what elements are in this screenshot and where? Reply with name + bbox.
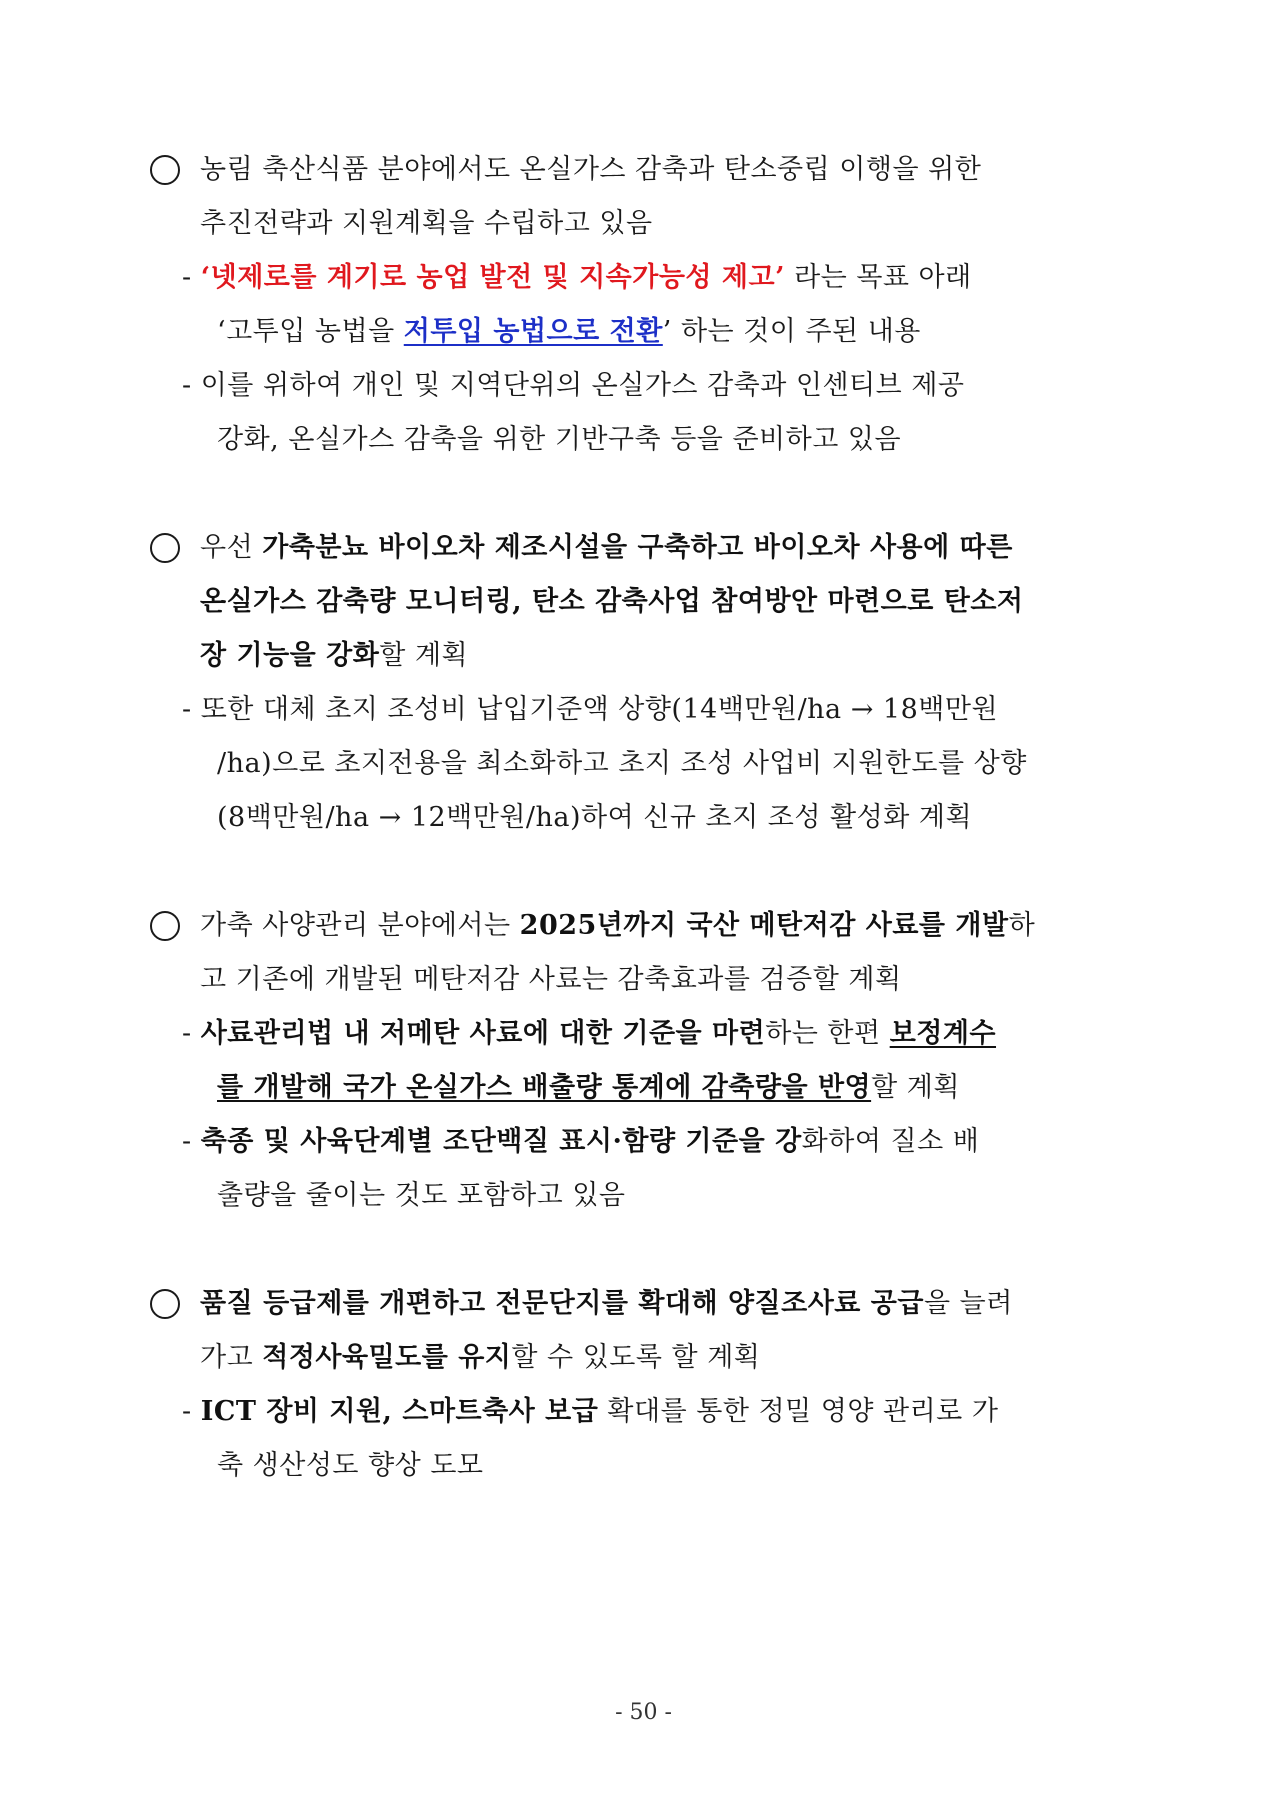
circle-bullet-icon bbox=[150, 911, 180, 941]
emphasized-text: 적정사육밀도를 유지 bbox=[262, 1342, 512, 1373]
text-run: ’ 하는 것이 주된 내용 bbox=[662, 316, 921, 347]
text-run: - bbox=[182, 1126, 201, 1157]
paragraph-line bbox=[200, 636, 468, 676]
circle-bullet-icon bbox=[150, 533, 180, 563]
text-run: 우선 bbox=[200, 532, 263, 563]
text-run: 축 생산성도 향상 도모 bbox=[217, 1450, 484, 1481]
sub-item-line bbox=[182, 366, 965, 406]
emphasized-text: 를 개발해 국가 온실가스 배출량 통계에 감축량을 반영 bbox=[217, 1072, 872, 1103]
emphasized-text: 사료관리법 내 저메탄 사료에 대한 기준을 마련 bbox=[200, 1018, 766, 1049]
text-run: 하 bbox=[1008, 910, 1036, 941]
text-run: 확대를 통한 정밀 영양 관리로 가 bbox=[598, 1396, 999, 1427]
text-run: 가축 사양관리 분야에서는 bbox=[200, 910, 520, 941]
text-run: 가고 bbox=[200, 1342, 263, 1373]
text-run: - bbox=[182, 1018, 201, 1049]
page-number: - 50 - bbox=[615, 1700, 672, 1725]
emphasized-text: 2025년까지 국산 메탄저감 사료를 개발 bbox=[519, 910, 1009, 941]
text-run: 할 계획 bbox=[871, 1072, 960, 1103]
text-run: 할 계획 bbox=[379, 640, 469, 671]
paragraph-line bbox=[200, 528, 1013, 568]
text-run: 하는 한편 bbox=[765, 1018, 890, 1049]
emphasized-text: 온실가스 감축량 모니터링, 탄소 감축사업 참여방안 마련으로 탄소저 bbox=[200, 586, 1024, 617]
paragraph-line bbox=[200, 960, 902, 1000]
text-run: 강화, 온실가스 감축을 위한 기반구축 등을 준비하고 있음 bbox=[217, 424, 902, 455]
emphasized-text: 장 기능을 강화 bbox=[200, 640, 380, 671]
text-run: /ha)으로 초지전용을 최소화하고 초지 조성 사업비 지원한도를 상향 bbox=[217, 748, 1027, 779]
text-run: ‘고투입 농법을 bbox=[217, 316, 404, 347]
sub-item-line bbox=[217, 420, 901, 460]
text-run: 화하여 질소 배 bbox=[801, 1126, 980, 1157]
emphasized-text: 보정계수 bbox=[889, 1018, 997, 1049]
paragraph-line bbox=[200, 150, 981, 190]
text-run: (8백만원/ha → 12백만원/ha)하여 신규 초지 조성 활성화 계획 bbox=[217, 802, 973, 833]
paragraph-line bbox=[200, 1284, 1013, 1324]
text-run: - bbox=[182, 262, 201, 293]
sub-item-line bbox=[217, 1068, 960, 1108]
sub-item-line bbox=[217, 312, 921, 352]
paragraph-line bbox=[200, 582, 1024, 622]
emphasized-text: 저투입 농법으로 전환 bbox=[403, 316, 663, 347]
text-run: 출량을 줄이는 것도 포함하고 있음 bbox=[217, 1180, 626, 1211]
emphasized-text: 축종 및 사육단계별 조단백질 표시·함량 기준을 강 bbox=[200, 1126, 802, 1157]
paragraph-line bbox=[200, 906, 1035, 946]
circle-bullet-icon bbox=[150, 1289, 180, 1319]
sub-item-line bbox=[182, 258, 972, 298]
text-run: 을 늘려 bbox=[923, 1288, 1013, 1319]
paragraph-line bbox=[200, 1338, 760, 1378]
sub-item-line bbox=[182, 690, 998, 730]
sub-item-line bbox=[217, 798, 972, 838]
emphasized-text: ‘넷제로를 계기로 농업 발전 및 지속가능성 제고’ bbox=[200, 262, 785, 293]
paragraph-line bbox=[200, 204, 653, 244]
emphasized-text: ICT 장비 지원, 스마트축사 보급 bbox=[200, 1396, 599, 1427]
text-run: 라는 목표 아래 bbox=[784, 262, 972, 293]
sub-item-line bbox=[182, 1122, 979, 1162]
sub-item-line bbox=[182, 1392, 998, 1432]
sub-item-line bbox=[182, 1014, 996, 1054]
text-run: 농림 축산식품 분야에서도 온실가스 감축과 탄소중립 이행을 위한 bbox=[200, 154, 982, 185]
text-run: - bbox=[182, 1396, 201, 1427]
circle-bullet-icon bbox=[150, 155, 180, 185]
sub-item-line bbox=[217, 1446, 484, 1486]
emphasized-text: 품질 등급제를 개편하고 전문단지를 확대해 양질조사료 공급 bbox=[200, 1288, 924, 1319]
text-run: 할 수 있도록 할 계획 bbox=[511, 1342, 761, 1373]
sub-item-line bbox=[217, 1176, 625, 1216]
sub-item-line bbox=[217, 744, 1027, 784]
emphasized-text: 가축분뇨 바이오차 제조시설을 구축하고 바이오차 사용에 따른 bbox=[262, 532, 1013, 563]
text-run: - 또한 대체 초지 조성비 납입기준액 상향(14백만원/ha → 18백만원 bbox=[182, 694, 999, 725]
text-run: 고 기존에 개발된 메탄저감 사료는 감축효과를 검증할 계획 bbox=[200, 964, 902, 995]
text-run: 추진전략과 지원계획을 수립하고 있음 bbox=[200, 208, 653, 239]
text-run: - 이를 위하여 개인 및 지역단위의 온실가스 감축과 인센티브 제공 bbox=[182, 370, 965, 401]
